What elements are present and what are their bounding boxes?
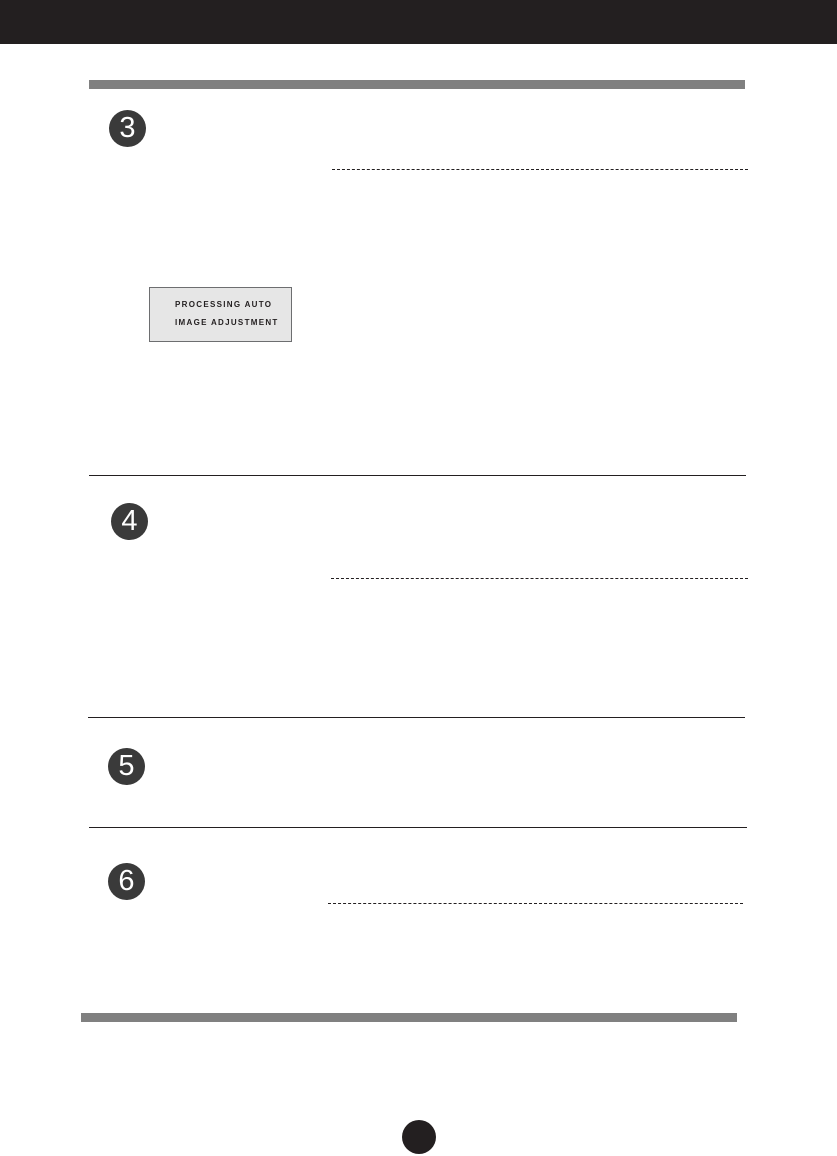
header-band xyxy=(0,0,837,44)
divider-after-step-4 xyxy=(88,717,745,718)
divider-after-step-3 xyxy=(89,475,746,476)
page-number-marker xyxy=(402,1120,436,1154)
top-section-rule xyxy=(89,80,745,89)
step-3-dashed-leader xyxy=(332,169,748,170)
osd-message-box xyxy=(149,287,292,342)
step-6-dashed-leader xyxy=(328,903,743,904)
osd-message-line-2: IMAGE ADJUSTMENT xyxy=(175,318,279,327)
step-6-number-badge: 6 xyxy=(108,863,145,900)
step-4-number-badge: 4 xyxy=(111,503,148,540)
step-3-number-badge: 3 xyxy=(109,110,146,147)
osd-message-line-1: PROCESSING AUTO xyxy=(175,300,273,309)
bottom-section-rule xyxy=(81,1013,737,1022)
divider-after-step-5 xyxy=(89,827,747,828)
step-5-number-badge: 5 xyxy=(108,748,145,785)
step-4-dashed-leader xyxy=(331,578,748,579)
